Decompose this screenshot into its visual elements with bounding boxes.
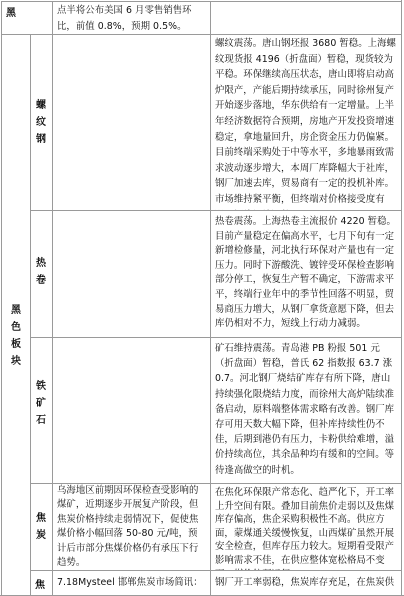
coke-right-cell (210, 483, 401, 570)
row0-text: 点半将公布美国 6 月零售销售环比，前值 0.8%，预期 0.5%。 (57, 5, 192, 32)
table-right-border (401, 0, 402, 596)
hotcoil-label-cell (30, 210, 52, 337)
bottom-label-cell (30, 570, 52, 596)
bottom-label: 焦 (35, 580, 45, 591)
hotcoil-label: 热卷 (36, 258, 46, 286)
hotcoil-text: 热卷震荡。上海热卷主流报价 4220 暂稳。目前产量稳定在偏高水平，七月下旬有一定新增检修量，河北执行环保对产量也有一定压力。同时下游酸洗、镀锌受环保检查影响部分停工，恢复生产暂不确定，下游需求平平，终端行业年中的季节性回落不明显，贸易商压力增大，从钢厂拿货意愿下降，但去库仍相对不力，短线上行动力减弱。 (215, 216, 396, 330)
ironore-empty-cell (52, 337, 210, 483)
row0-text-cell (52, 1, 210, 34)
ironore-label: 铁矿石 (36, 381, 46, 426)
coke-left-cell (52, 483, 210, 570)
bottom-left-text: 7.18Mysteel 邯郸焦炭市场简讯： (57, 577, 203, 588)
bottom-left-cell (52, 570, 210, 596)
hotcoil-text-cell (210, 210, 401, 337)
ironore-text: 矿石维持震荡。青岛港 PB 粉报 501 元（折盘面）暂稳，普氏 62 指数报 63.7 涨 0.7。河北钢厂烧结矿库存有所下降，唐山持续强化限烧结力度，而徐州大高炉陆续准备启动，原料端整体需求略有改善。钢厂库存可用天数大幅下降，但补库持续性仍不佳，后期到港仍有压力，卡粉供给难增，溢价持续高位，其余品种均有缓和的空间。等待逢高做空的时机。 (215, 343, 396, 476)
rebar-label: 螺纹钢 (36, 100, 46, 145)
coke-label-cell (30, 483, 52, 570)
rebar-text: 螺纹震荡。唐山钢坯报 3680 暂稳。上海螺纹现货报 4196（折盘面）暂稳，现货较为平稳。环保继续高压状态，唐山即将启动高炉限产，产能后期持续承压，同时徐州复产开始逐步落地，华东供给有一定增量。上半年经济数据符合预期，房地产开发投资增速稳定，拿地量回升，房企资金压力仍偏紧。目前终端采购处于中等水平，多地暴雨致需求波动逐步增大，本周厂库降幅大于社库，钢厂加速去库，贸易商有一定的投机补库。市场维持紧平衡，但终端对价格接受度有 (215, 38, 396, 205)
coke-label: 焦炭 (36, 513, 46, 541)
ironore-label-cell (30, 337, 52, 483)
row0-label-cell (1, 1, 52, 34)
category-label: 黑色板块 (11, 305, 21, 367)
rebar-label-cell (30, 34, 52, 210)
coke-left-text: 乌海地区前期因环保检查受影响的煤矿，近期逐步开展复产阶段，但焦炭价格持续走弱情况下，促使焦煤价格小幅回落 50-80 元/吨，预计后市部分焦煤价格仍有承压下行趋势。 (57, 485, 199, 569)
rebar-empty-cell (52, 34, 210, 210)
bottom-right-text: 钢厂开工率弱稳，焦炭库存充足，在焦炭供 (215, 577, 395, 588)
bottom-right-cell (210, 570, 401, 596)
rebar-text-cell (210, 34, 401, 210)
ironore-text-cell (210, 337, 401, 483)
coke-right-text: 在焦化环保限产常态化、趋严化下，开工率上升空间有限。叠加目前焦价走弱以及焦煤库存偏高，焦企采购积极性不高。供应方面，蒙煤通关缓慢恢复，山西煤矿虽然开展安全检查，但库存压力较大。短期看受限产影响需求不佳，在供应整体宽松格局不变 (215, 487, 395, 566)
category-cell (1, 34, 30, 596)
row0-empty-cell (210, 1, 401, 34)
hotcoil-empty-cell (52, 210, 210, 337)
row0-label: 黑 (6, 8, 16, 19)
